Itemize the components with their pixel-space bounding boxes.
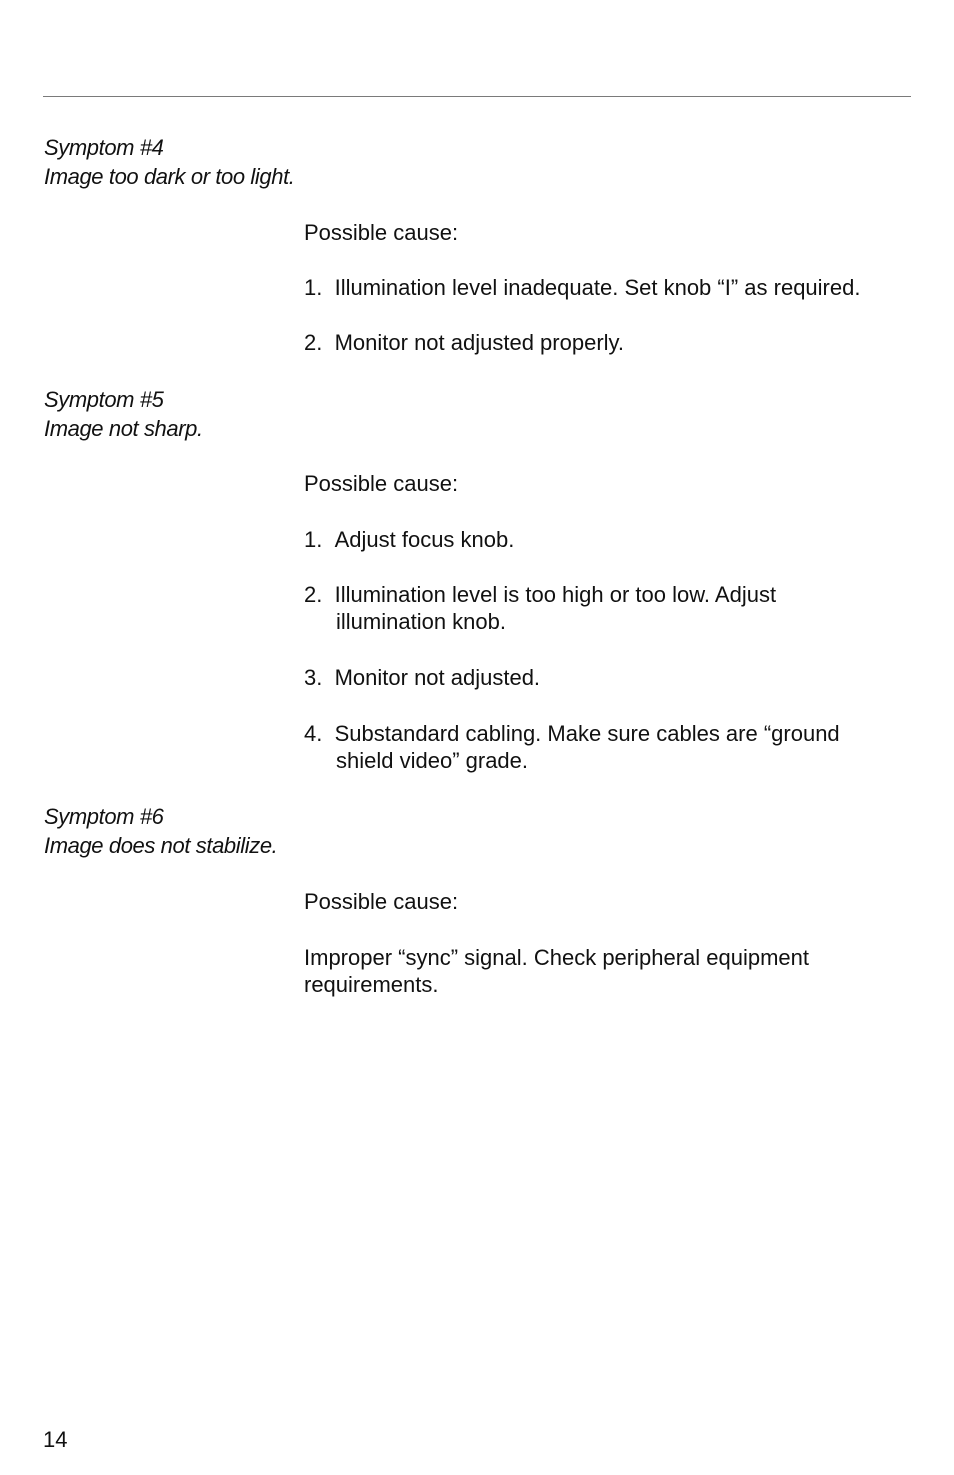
cause-item-number: 3.	[304, 665, 323, 690]
cause-item-text: Substandard cabling. Make sure cables are “ground	[334, 721, 840, 746]
cause-item-text: Monitor not adjusted properly.	[334, 330, 625, 355]
symptom-description: Image too dark or too light.	[44, 164, 295, 189]
cause-item	[304, 274, 860, 301]
symptom-description: Image not sharp.	[44, 416, 203, 441]
symptom-5-heading-block	[44, 385, 203, 443]
cause-item-number: 1.	[304, 527, 323, 552]
page-number: 14	[43, 1427, 68, 1452]
cause-item-text: Monitor not adjusted.	[334, 665, 541, 690]
cause-item	[304, 329, 624, 356]
cause-body-text	[304, 944, 809, 998]
possible-cause-label: Possible cause:	[304, 471, 459, 496]
cause-item	[304, 664, 540, 691]
possible-cause-label: Possible cause:	[304, 220, 459, 245]
cause-body-line: Improper “sync” signal. Check peripheral equipment	[304, 945, 810, 970]
header-rule	[43, 96, 911, 97]
possible-cause-label: Possible cause:	[304, 889, 459, 914]
cause-item-number: 1.	[304, 275, 323, 300]
cause-item-number: 2.	[304, 330, 323, 355]
symptom-6-heading-block	[44, 802, 277, 860]
cause-item-number: 4.	[304, 721, 323, 746]
cause-item	[304, 526, 514, 553]
cause-item-number: 2.	[304, 582, 323, 607]
cause-item-text: Adjust focus knob.	[334, 527, 515, 552]
symptom-4-heading-block	[44, 133, 295, 191]
symptom-description: Image does not stabilize.	[44, 833, 278, 858]
symptom-heading: Symptom #6	[44, 804, 164, 829]
cause-item-continuation: illumination knob.	[336, 609, 506, 634]
symptom-heading: Symptom #5	[44, 387, 164, 412]
cause-item	[304, 720, 840, 774]
cause-item-text: Illumination level inadequate. Set knob “I” as required.	[334, 275, 861, 300]
cause-item-continuation: shield video” grade.	[336, 748, 529, 773]
cause-body-line: requirements.	[304, 972, 439, 997]
cause-item	[304, 581, 776, 635]
symptom-heading: Symptom #4	[44, 135, 164, 160]
cause-item-text: Illumination level is too high or too low. Adjust	[334, 582, 777, 607]
